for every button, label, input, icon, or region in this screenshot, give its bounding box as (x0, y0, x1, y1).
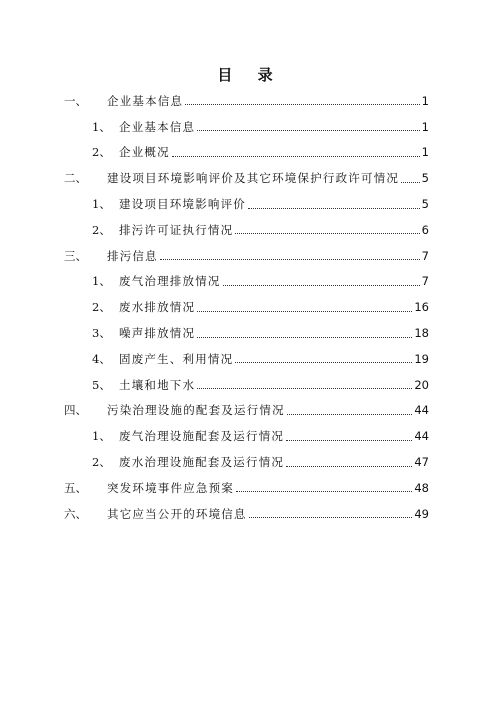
toc-page-number: 49 (414, 506, 429, 521)
toc-subsection-entry[interactable] (0, 423, 500, 449)
toc-entry-title: 排污信息 (107, 248, 158, 263)
toc-entry-title: 其它应当公开的环境信息 (107, 506, 247, 521)
toc-entry-title: 企业概况 (119, 145, 170, 160)
toc-dot-leader (236, 491, 412, 492)
toc-entry-number: 五、 (64, 480, 87, 495)
toc-entry-number: 2、 (92, 222, 111, 237)
toc-subsection-entry[interactable] (0, 269, 500, 295)
toc-page-number: 6 (421, 222, 429, 237)
toc-page-number: 48 (414, 480, 429, 495)
toc-dot-leader (287, 414, 413, 415)
toc-section-entry[interactable] (0, 501, 500, 527)
toc-entry-number: 三、 (64, 248, 87, 263)
toc-page-number: 5 (421, 197, 429, 212)
toc-entry-title: 废气治理设施配套及运行情况 (119, 429, 285, 444)
toc-section-entry[interactable] (0, 88, 500, 114)
toc-subsection-entry[interactable] (0, 217, 500, 243)
toc-entry-title: 建设项目环境影响评价及其它环境保护行政许可情况 (107, 171, 400, 186)
toc-subsection-entry[interactable] (0, 114, 500, 140)
toc-entry-number: 1、 (92, 429, 111, 444)
toc-subsection-entry[interactable] (0, 191, 500, 217)
toc-entry-number: 2、 (92, 145, 111, 160)
toc-dot-leader (401, 182, 420, 183)
toc-entry-number: 2、 (92, 455, 111, 470)
toc-page-number: 44 (414, 403, 429, 418)
toc-section-entry[interactable] (0, 475, 500, 501)
toc-dot-leader (235, 362, 412, 363)
toc-entry-title: 废水治理设施配套及运行情况 (119, 455, 285, 470)
toc-page-number: 1 (421, 119, 429, 134)
toc-dot-leader (197, 130, 419, 131)
toc-entry-title: 突发环境事件应急预案 (107, 480, 234, 495)
toc-subsection-entry[interactable] (0, 294, 500, 320)
toc-subsection-entry[interactable] (0, 449, 500, 475)
toc-subsection-entry[interactable] (0, 372, 500, 398)
toc-dot-leader (197, 388, 412, 389)
toc-entry-title: 废水排放情况 (119, 300, 196, 315)
toc-entry-title: 企业基本信息 (119, 119, 196, 134)
toc-entry-number: 5、 (92, 377, 111, 392)
toc-dot-leader (172, 156, 420, 157)
toc-entry-number: 3、 (92, 326, 111, 341)
toc-page-number: 19 (414, 351, 429, 366)
toc-entry-number: 2、 (92, 300, 111, 315)
toc-page-number: 44 (414, 429, 429, 444)
toc-page-number: 16 (414, 300, 429, 315)
toc-page-number: 47 (414, 455, 429, 470)
toc-entry-title: 废气治理排放情况 (119, 274, 221, 289)
toc-entry-number: 二、 (64, 171, 87, 186)
toc-entry-title: 污染治理设施的配套及运行情况 (107, 403, 285, 418)
toc-page-number: 7 (421, 274, 429, 289)
toc-dot-leader (248, 208, 420, 209)
toc-page-number: 7 (421, 248, 429, 263)
toc-subsection-entry[interactable] (0, 320, 500, 346)
toc-page-number: 18 (414, 326, 429, 341)
toc-dot-leader (235, 233, 419, 234)
toc-list (0, 88, 500, 527)
toc-subsection-entry[interactable] (0, 140, 500, 166)
toc-dot-leader (286, 440, 412, 441)
toc-dot-leader (160, 259, 420, 260)
toc-page-number: 20 (414, 377, 429, 392)
toc-page-number: 1 (421, 93, 429, 108)
toc-entry-number: 1、 (92, 119, 111, 134)
toc-entry-title: 噪声排放情况 (119, 326, 196, 341)
toc-section-entry[interactable] (0, 165, 500, 191)
toc-entry-number: 1、 (92, 197, 111, 212)
toc-dot-leader (197, 311, 412, 312)
toc-entry-number: 六、 (64, 506, 87, 521)
toc-title: 目 录 (217, 66, 283, 84)
toc-dot-leader (223, 285, 420, 286)
toc-dot-leader (249, 517, 413, 518)
toc-entry-title: 企业基本信息 (107, 93, 184, 108)
toc-dot-leader (197, 337, 412, 338)
toc-page-number: 1 (421, 145, 429, 160)
toc-entry-title: 建设项目环境影响评价 (119, 197, 246, 212)
toc-entry-title: 固废产生、利用情况 (119, 351, 234, 366)
toc-page-number: 5 (421, 171, 429, 186)
toc-subsection-entry[interactable] (0, 346, 500, 372)
toc-entry-title: 土壤和地下水 (119, 377, 196, 392)
toc-entry-title: 排污许可证执行情况 (119, 222, 234, 237)
toc-section-entry[interactable] (0, 243, 500, 269)
toc-entry-number: 1、 (92, 274, 111, 289)
toc-section-entry[interactable] (0, 398, 500, 424)
toc-entry-number: 四、 (64, 403, 87, 418)
toc-entry-number: 4、 (92, 351, 111, 366)
toc-entry-number: 一、 (64, 93, 87, 108)
toc-dot-leader (286, 466, 412, 467)
toc-dot-leader (185, 104, 419, 105)
